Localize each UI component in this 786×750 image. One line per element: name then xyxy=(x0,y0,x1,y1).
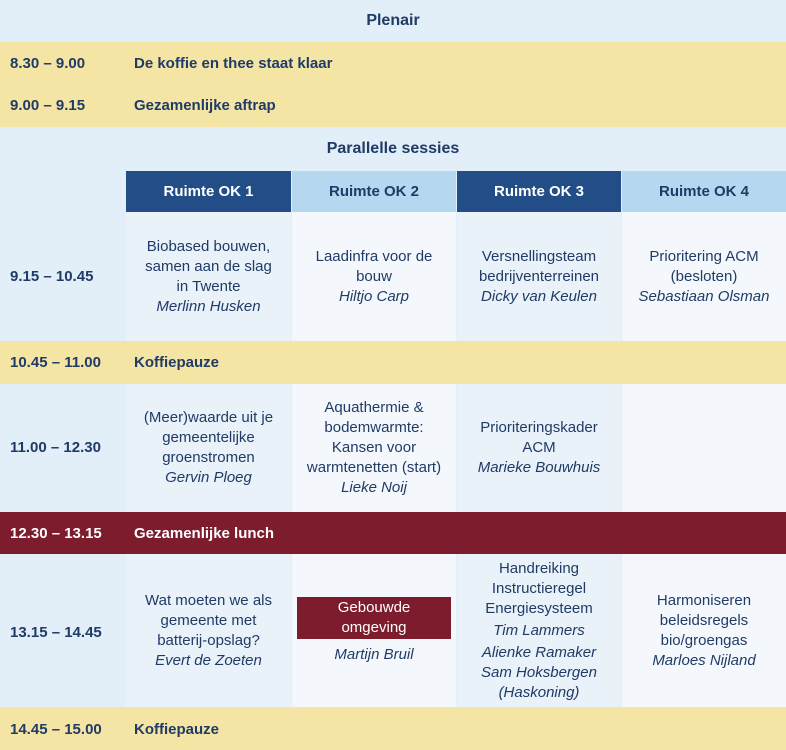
session-title: bodemwarmte: xyxy=(324,419,424,436)
session-tag-box xyxy=(297,597,451,639)
session-title: Instructieregel xyxy=(491,579,587,597)
session-cell xyxy=(292,212,456,341)
schedule-row-coffee-break xyxy=(0,341,786,384)
session-speaker: Dicky van Keulen xyxy=(481,287,597,305)
session-cell xyxy=(292,384,456,512)
session-speaker: Sebastiaan Olsman xyxy=(638,287,770,305)
schedule-row-lunch xyxy=(0,512,786,554)
schedule-row-coffee-break xyxy=(0,707,786,750)
row-label: Koffiepauze xyxy=(134,354,220,371)
session-title: ACM xyxy=(522,439,556,456)
session-title: Kansen voor xyxy=(331,439,417,456)
session-title: Aquathermie & xyxy=(324,399,424,416)
session-speaker: Marieke Bouwhuis xyxy=(477,459,601,476)
session-title: Energiesysteem xyxy=(485,599,593,617)
room-header-ok1: Ruimte OK 1 xyxy=(126,171,291,212)
row-label: Gezamenlijke lunch xyxy=(134,525,275,542)
session-speaker: Merlinn Husken xyxy=(156,297,261,315)
session-title: batterij-opslag? xyxy=(157,631,260,649)
room-header-ok2: Ruimte OK 2 xyxy=(292,171,456,212)
plenair-header: Plenair xyxy=(0,0,786,42)
session-title: Wat moeten we als xyxy=(145,591,272,609)
session-title: groenstromen xyxy=(162,449,255,466)
session-cell xyxy=(126,554,291,707)
session-speaker: Sam Hoksbergen xyxy=(481,663,597,681)
session-title: (Meer)waarde uit je xyxy=(143,409,274,426)
time-label: 10.45 – 11.00 xyxy=(10,354,101,371)
session-title: bio/groengas xyxy=(660,631,748,649)
session-title: bedrijventerreinen xyxy=(478,267,600,285)
session-title: in Twente xyxy=(176,277,241,295)
schedule-row-coffee xyxy=(0,42,786,85)
time-label: 8.30 – 9.00 xyxy=(10,55,86,72)
schedule-row-kickoff xyxy=(0,85,786,127)
session-title: Harmoniseren xyxy=(656,591,752,609)
session-title: bouw xyxy=(356,267,392,285)
session-speaker: Hiltjo Carp xyxy=(338,287,410,305)
session-title: Prioriteringskader xyxy=(480,419,598,436)
parallel-sessions-title: Parallelle sessies xyxy=(326,140,460,157)
time-label: 13.15 – 14.45 xyxy=(10,624,102,641)
time-label: 9.00 – 9.15 xyxy=(10,97,86,114)
row-label: Gezamenlijke aftrap xyxy=(134,97,276,114)
session-speaker: Martijn Bruil xyxy=(334,645,414,663)
session-cell xyxy=(622,212,786,341)
session-title: Biobased bouwen, xyxy=(146,237,271,255)
session-speaker: Lieke Noij xyxy=(341,479,407,496)
session-title: beleidsregels xyxy=(659,611,749,629)
session-speaker: Gervin Ploeg xyxy=(165,469,252,486)
session-title: (besloten) xyxy=(670,267,738,285)
session-title: warmtenetten (start) xyxy=(306,459,442,476)
session-speaker: Evert de Zoeten xyxy=(155,651,262,669)
session-cell xyxy=(622,554,786,707)
session-tag-line: omgeving xyxy=(341,618,407,636)
session-cell xyxy=(457,212,621,341)
time-label: 12.30 – 13.15 xyxy=(10,525,102,542)
session-speaker: Marloes Nijland xyxy=(652,651,756,669)
time-label: 14.45 – 15.00 xyxy=(10,721,102,738)
session-tag-line: Gebouwde xyxy=(337,598,411,616)
session-title: gemeentelijke xyxy=(162,429,255,446)
session-speaker: (Haskoning) xyxy=(498,683,580,701)
session-title: gemeente met xyxy=(160,611,257,629)
session-title: Prioritering ACM xyxy=(649,247,759,265)
session-cell xyxy=(292,554,456,707)
session-title: Versnellingsteam xyxy=(481,247,597,265)
time-label: 11.00 – 12.30 xyxy=(10,439,101,456)
session-title: Handreiking xyxy=(498,559,580,577)
session-cell-empty xyxy=(622,384,786,512)
session-title: Laadinfra voor de xyxy=(315,247,433,265)
time-label: 9.15 – 10.45 xyxy=(10,268,94,285)
session-speaker: Tim Lammers xyxy=(493,621,585,639)
room-header-ok4: Ruimte OK 4 xyxy=(622,171,786,212)
session-speaker: Alienke Ramaker xyxy=(481,643,597,661)
row-label: De koffie en thee staat klaar xyxy=(134,55,333,72)
session-title: samen aan de slag xyxy=(145,257,272,275)
row-label: Koffiepauze xyxy=(134,721,220,738)
session-cell xyxy=(457,554,621,707)
room-header-ok3: Ruimte OK 3 xyxy=(457,171,621,212)
session-cell xyxy=(126,212,291,341)
session-cell xyxy=(457,384,621,512)
session-cell xyxy=(126,384,291,512)
